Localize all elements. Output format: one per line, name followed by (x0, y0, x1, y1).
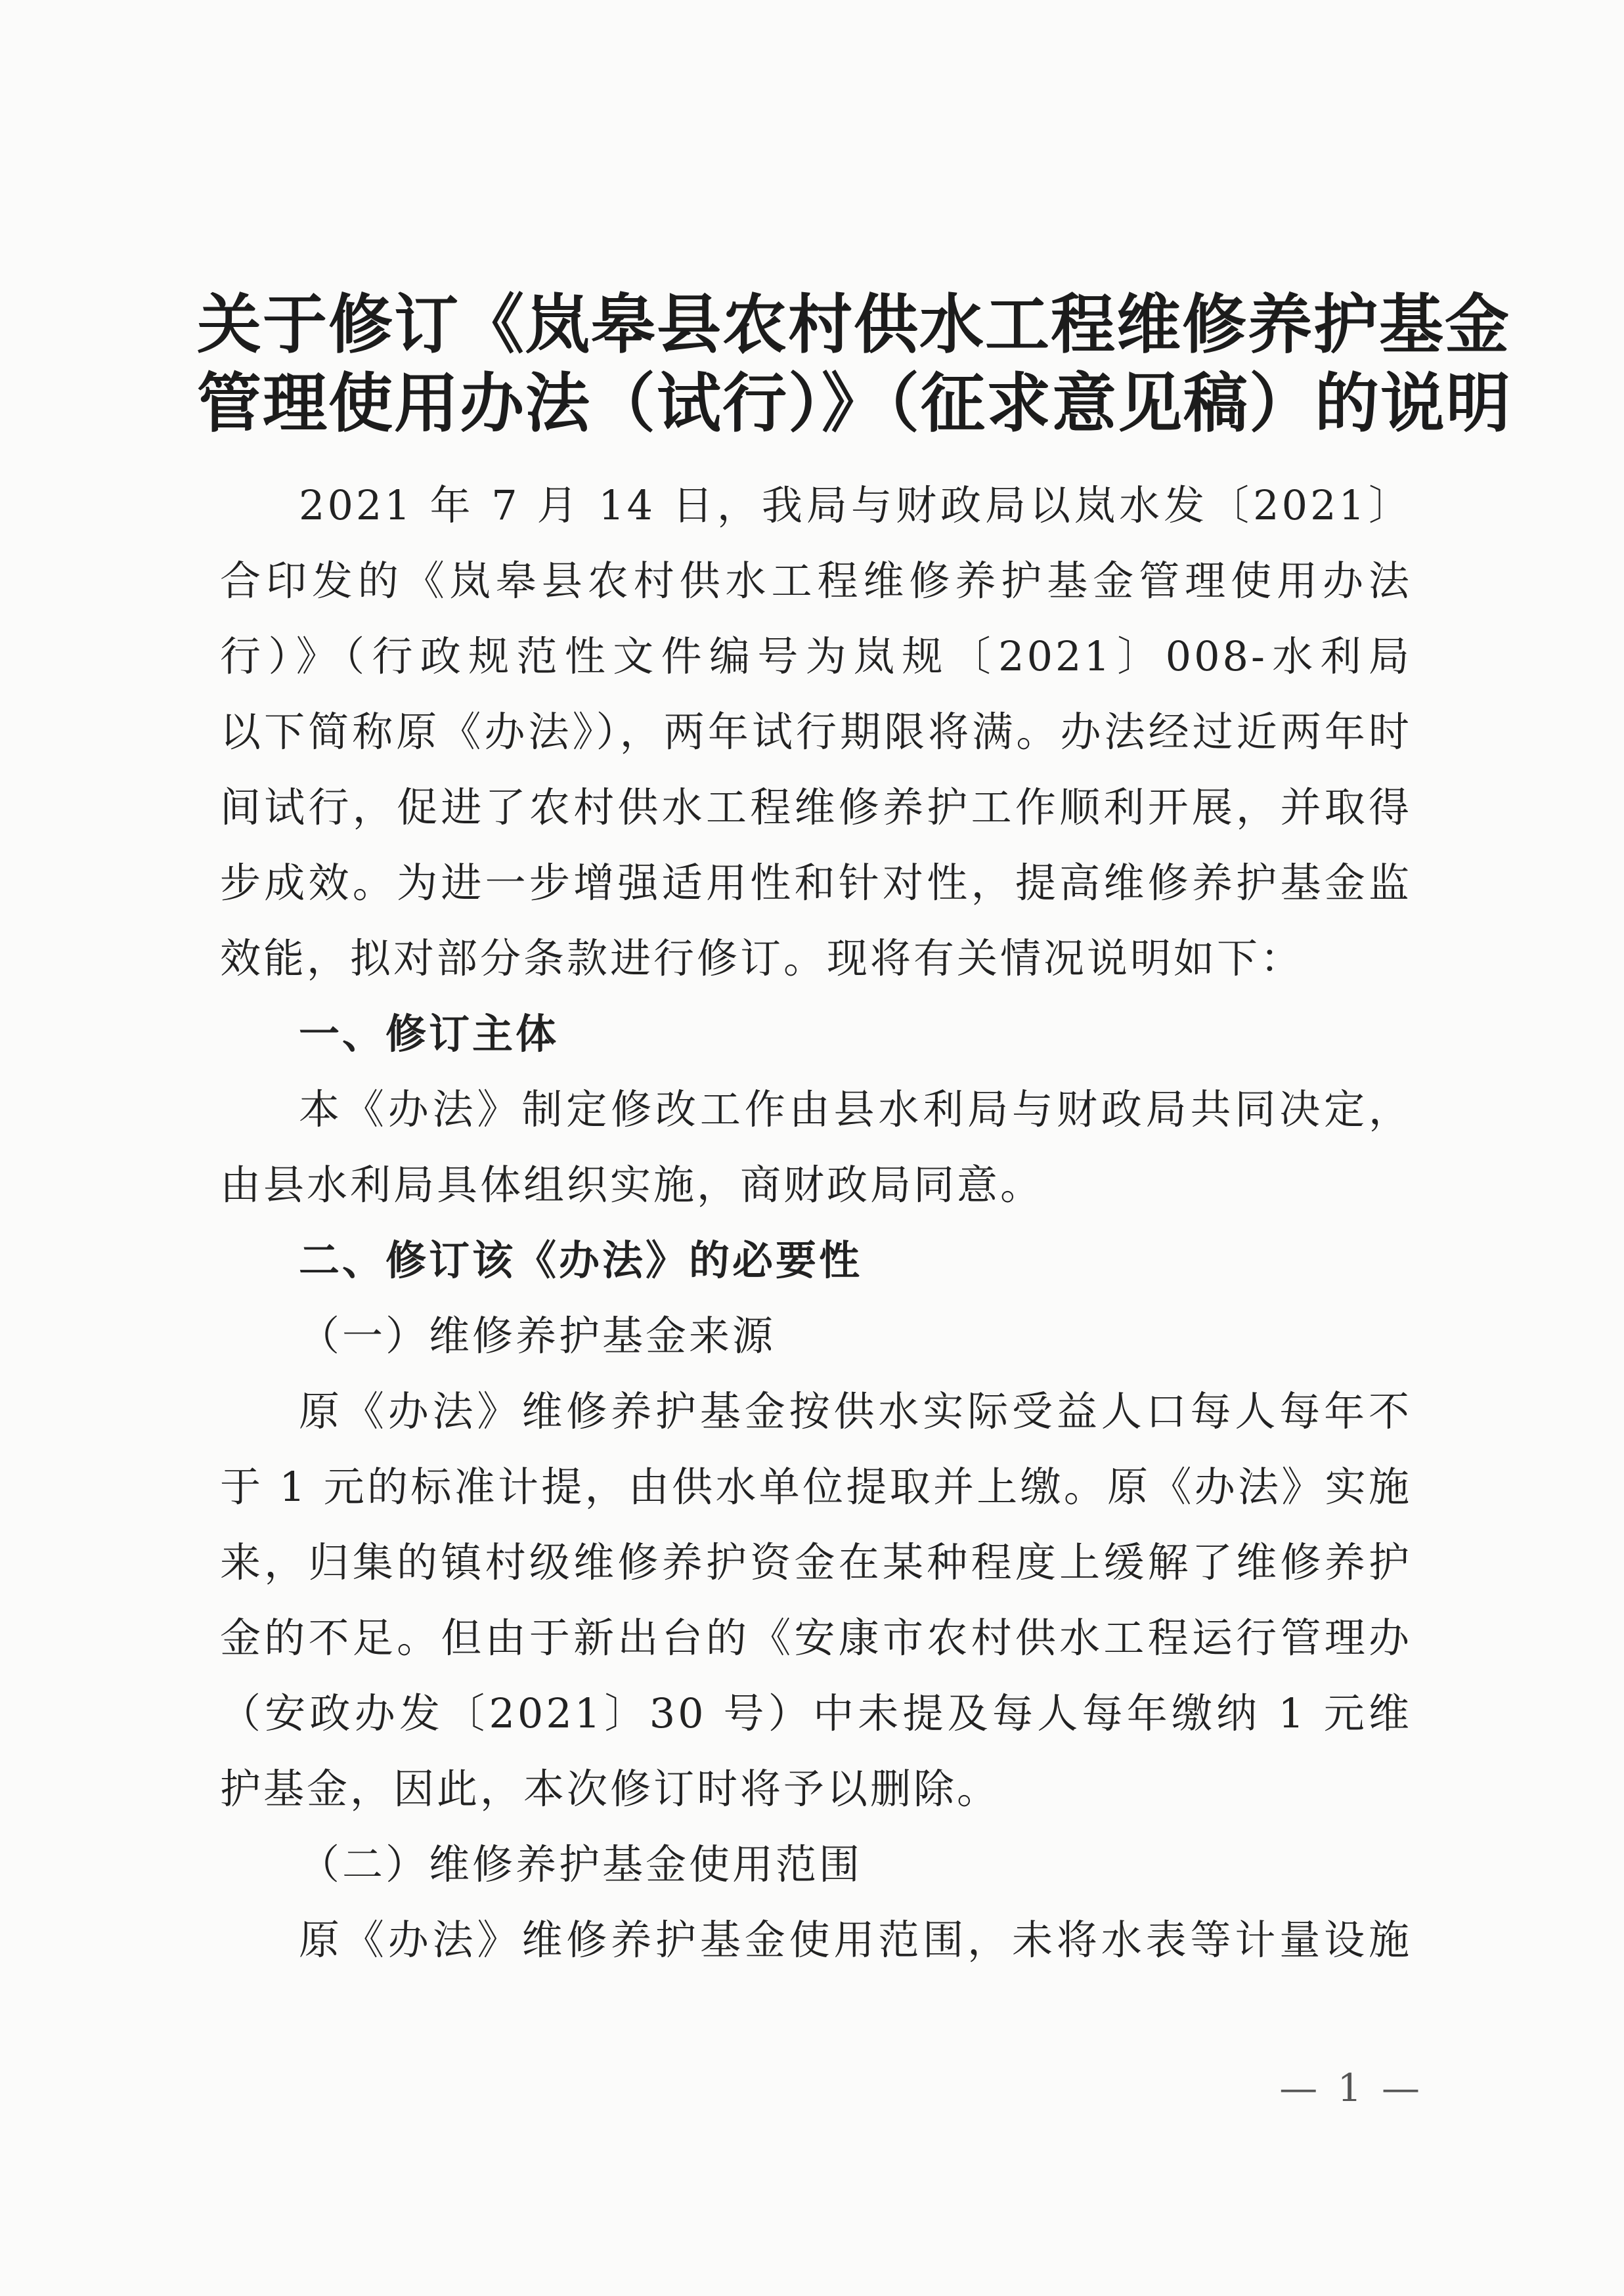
paragraph-1-line-3: 行）》（行政规范性文件编号为岚规〔2021〕008-水利局 (220, 632, 1412, 680)
subsection-1-line-2: 于 1 元的标准计提，由供水单位提取并上缴。原《办法》实施 (220, 1463, 1412, 1511)
paragraph-1-line-7: 效能，拟对部分条款进行修订。现将有关情况说明如下： (220, 934, 1304, 982)
page-number: — 1 — (1279, 2066, 1424, 2110)
subsection-1-line-6: 护基金，因此，本次修订时将予以删除。 (220, 1765, 1001, 1813)
paragraph-1-line-2: 合印发的《岚皋县农村供水工程维修养护基金管理使用办法 (220, 557, 1412, 605)
subsection-2-line-1: 原《办法》维修养护基金使用范围，未将水表等计量设施 (299, 1916, 1412, 1964)
paragraph-1-line-4: 以下简称原《办法》），两年试行期限将满。办法经过近两年时 (220, 708, 1412, 756)
subsection-1-line-4: 金的不足。但由于新出台的《安康市农村供水工程运行管理办 (220, 1614, 1412, 1662)
paragraph-1-line-1: 2021 年 7 月 14 日，我局与财政局以岚水发〔2021〕 (299, 481, 1412, 529)
document-title-line-1: 关于修订《岚皋县农村供水工程维修养护基金 (197, 287, 1511, 362)
subsection-1-heading: （一）维修养护基金来源 (299, 1312, 776, 1360)
document-title-line-2: 管理使用办法（试行）》（征求意见稿）的说明 (197, 366, 1512, 441)
paragraph-1-line-6: 步成效。为进一步增强适用性和针对性，提高维修养护基金监 (220, 859, 1412, 907)
section-1-heading: 一、修订主体 (299, 1010, 560, 1058)
section-2-heading: 二、修订该《办法》的必要性 (299, 1236, 863, 1284)
subsection-1-line-5: （安政办发〔2021〕30 号）中未提及每人每年缴纳 1 元维 (220, 1689, 1412, 1737)
section-1-line-2: 由县水利局具体组织实施，商财政局同意。 (220, 1161, 1044, 1209)
section-1-line-1: 本《办法》制定修改工作由县水利局与财政局共同决定， (299, 1085, 1412, 1133)
subsection-2-heading: （二）维修养护基金使用范围 (299, 1840, 863, 1888)
subsection-1-line-1: 原《办法》维修养护基金按供水实际受益人口每人每年不 (299, 1387, 1412, 1435)
subsection-1-line-3: 来，归集的镇村级维修养护资金在某种程度上缓解了维修养护 (220, 1538, 1412, 1586)
paragraph-1-line-5: 间试行，促进了农村供水工程维修养护工作顺利开展，并取得 (220, 783, 1412, 831)
